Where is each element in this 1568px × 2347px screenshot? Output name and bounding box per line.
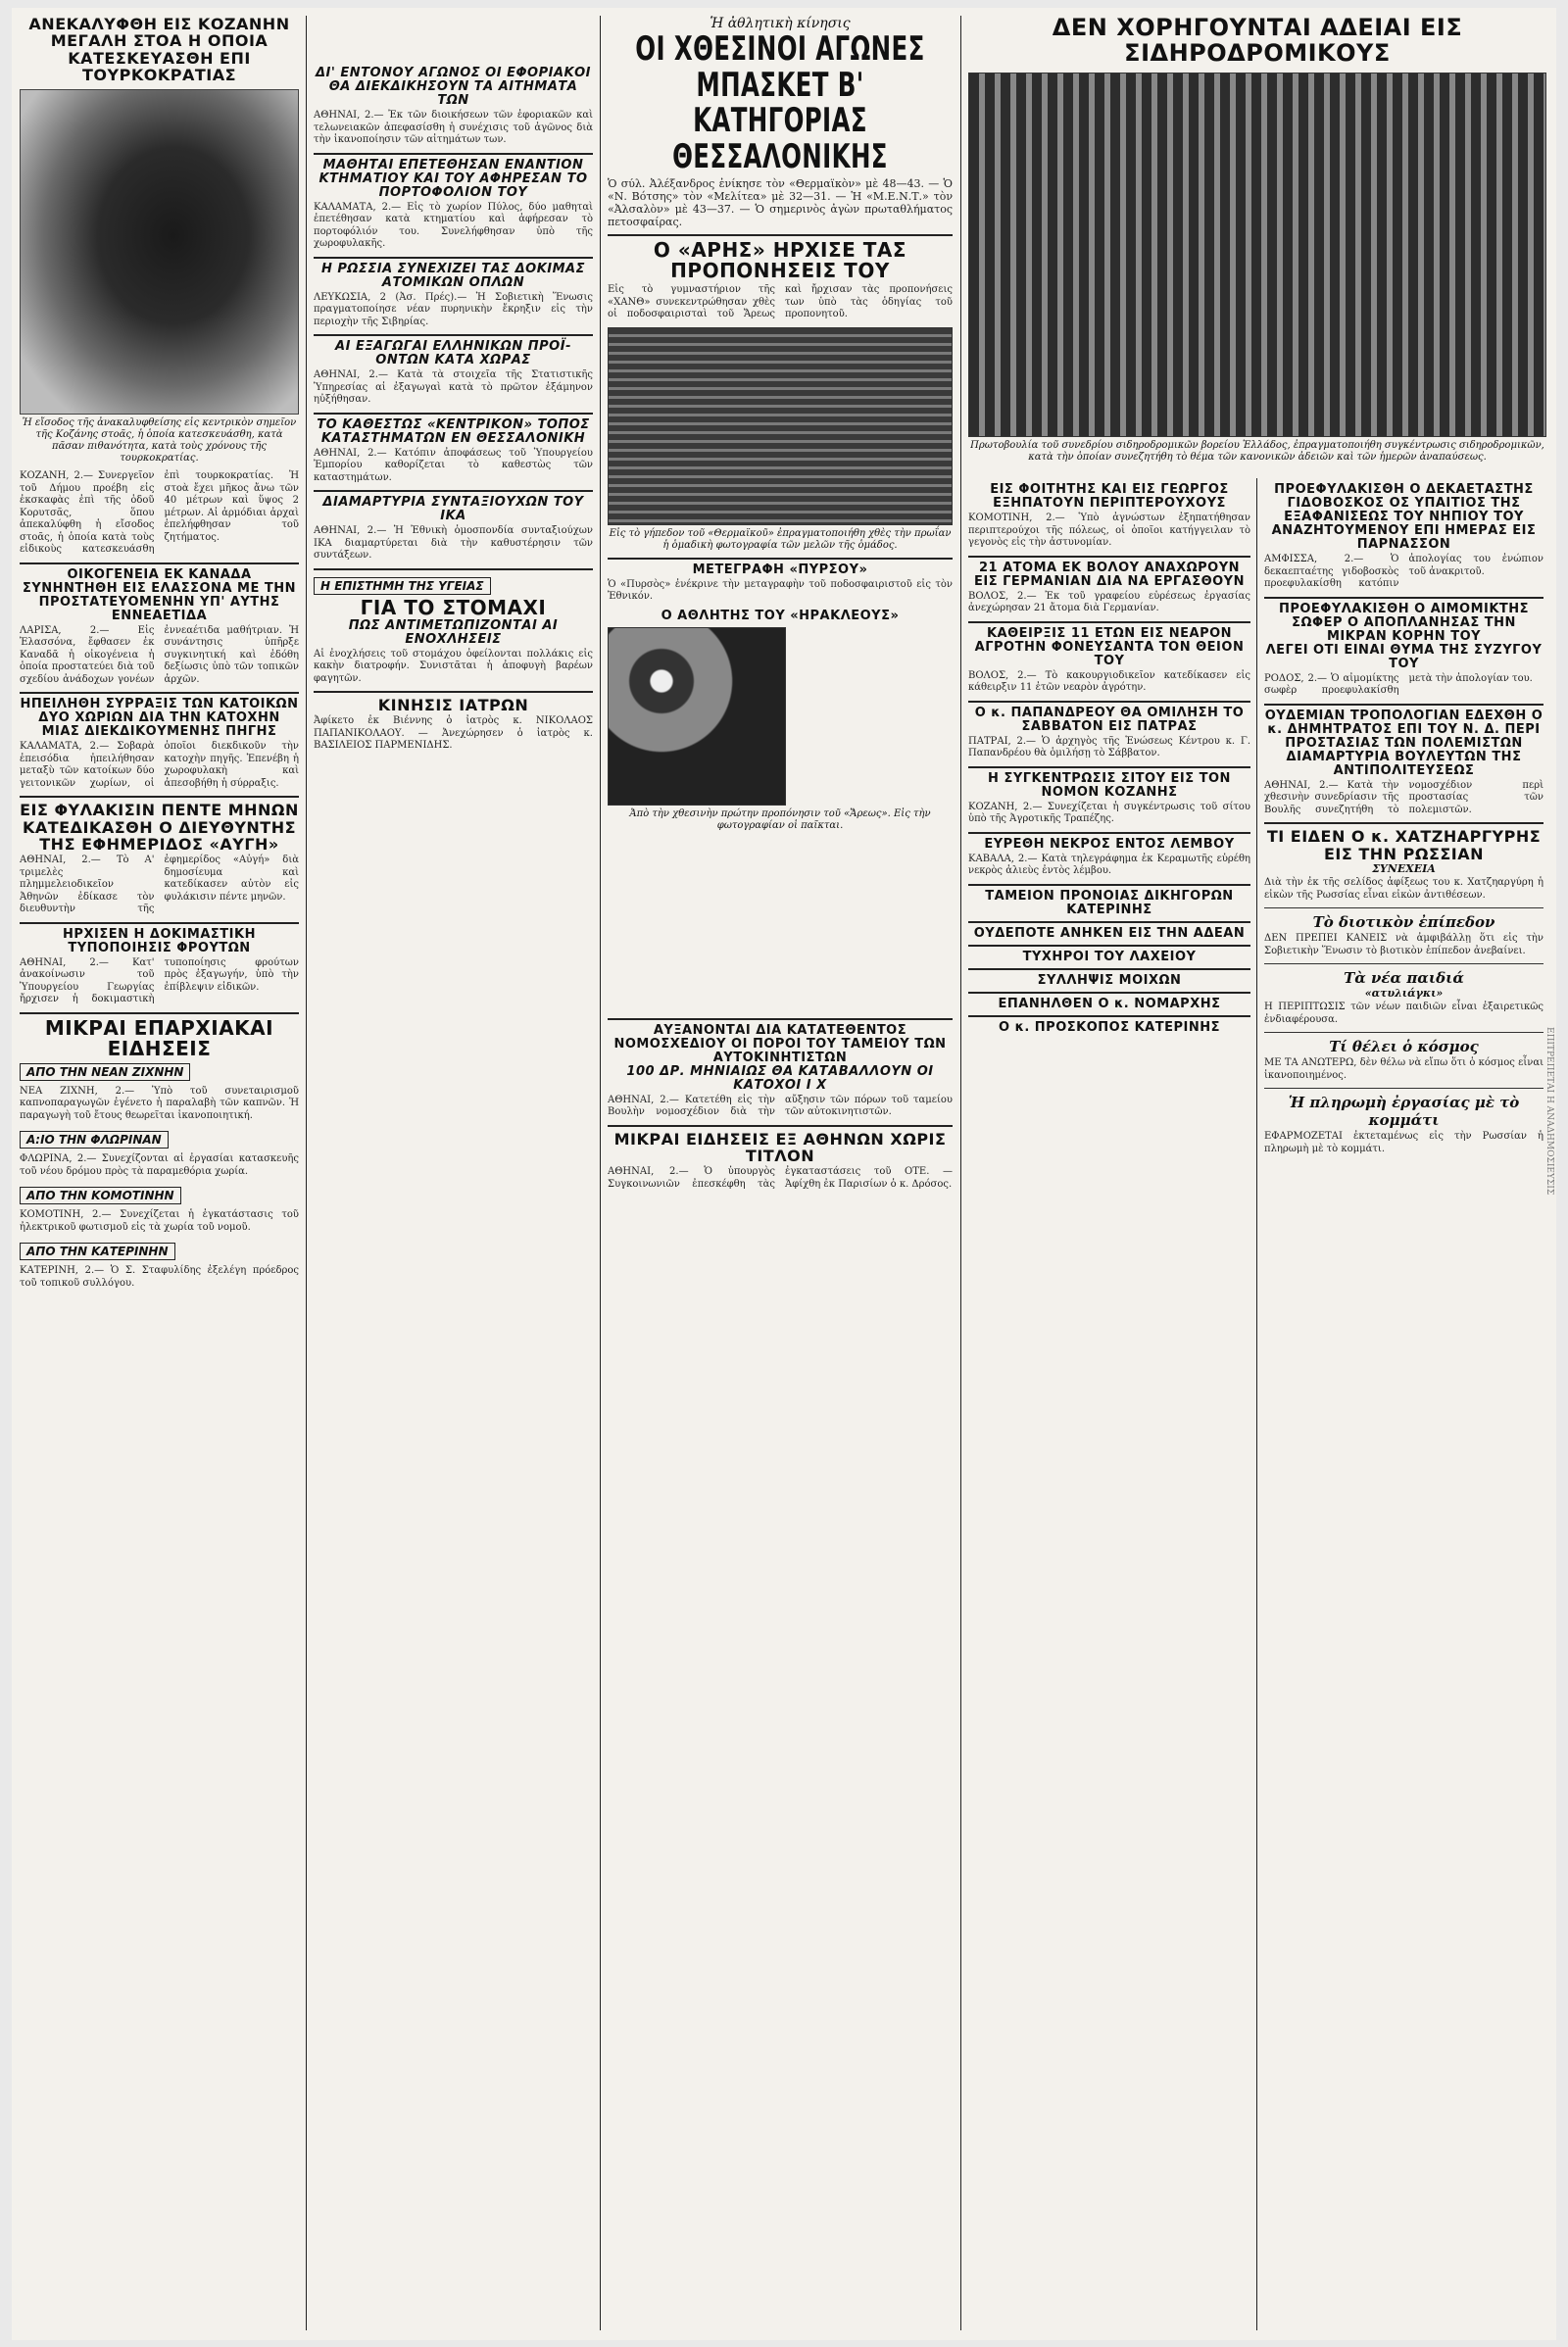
headline: ΕΙΣ ΦΟΙΤΗΤΗΣ ΚΑΙ ΕΙΣ ΓΕΩΡΓΟΣ ΕΞΗΠΑΤΟΥΝ ΠΕΡΙΠΤΕΡΟΥΧΟΥΣ xyxy=(990,483,1229,512)
article-text: ΑΘΗΝΑΙ, 2.— Τὸ Α' τριμελὲς πλημμελειοδικεῖον Ἀθηνῶν ἐδίκασε τὸν διευθυντὴν τῆς ἐφημερίδος «Αὐγή» διὰ δημοσίευμα καὶ κατεδίκασεν αὐτὸν εἰς φυλάκισιν πέντε μηνῶν. xyxy=(20,855,299,915)
article-text: ΜΕ ΤΑ ΑΝΩΤΕΡΩ, δὲν θέλω νὰ εἴπω ὅτι ὁ κόσμος εἶναι ἱκανοποιημένος. xyxy=(1264,1057,1544,1081)
column-3 xyxy=(608,16,953,2330)
article-text: ΑΘΗΝΑΙ, 2.— Ἐκ τῶν διοικήσεων τῶν ἐφοριακῶν καὶ τελωνειακῶν ἀπεφασίσθη ἡ συνέχισις τοῦ ἀγῶνος διὰ τὴν ἱκανοποίησιν τῶν αἰτημάτων των. xyxy=(314,110,593,146)
subheadline: 100 ΔΡ. ΜΗΝΙΑΙΩΣ ΘΑ ΚΑΤΑΒΑΛΛΟΥΝ ΟΙ ΚΑΤΟΧΟΙ Ι Χ xyxy=(626,1063,934,1093)
article-text: ΛΑΡΙΣΑ, 2.— Εἰς Ἐλασσόνα, ἔφθασεν ἐκ Καναδᾶ ἡ οἰκογένεια ἡ ὁποία προστατεύει διὰ τοῦ σχεδίου ἀνάδοχων γονέων ἐννεαέτιδα μαθήτριαν. Ἡ συνάντησις ὑπῆρξε συγκινητική καὶ ἐδόθη δεξίωσις ὑπὸ τῶν τοπικῶν ἀρχῶν. xyxy=(20,624,299,685)
headline: ΠΡΟΕΦΥΛΑΚΙΣΘΗ Ο ΔΕΚΑΕΤΑΣΤΗΣ ΓΙΔΟΒΟΣΚΟΣ ΟΣ ΥΠΑΙΤΙΟΣ ΤΗΣ ΕΞΑΦΑΝΙΣΕΩΣ ΤΟΥ ΝΗΠΙΟΥ ΤΟΥ ΑΝΑΖΗΤΟΥΜΕΝΟΥ ΕΠΙ ΗΜΕΡΑΣ ΕΙΣ ΠΑΡΝΑΣΣΟΝ xyxy=(1271,483,1537,553)
article-text: ΚΑΛΑΜΑΤΑ, 2.— Εἰς τὸ χωρίον Πύλος, δύο μαθηταὶ ἐπετέθησαν κατὰ κτηματίου καὶ ἀφήρεσαν τὸ πορτοφόλιόν του. Συνελήφθησαν ὑπὸ τῆς χωροφυλακῆς. xyxy=(314,201,593,250)
article-text: ΝΕΑ ΖΙΧΝΗ, 2.— Ὑπὸ τοῦ συνεταιρισμοῦ καπνοπαραγωγῶν ἐγένετο ἡ παραλαβὴ τῶν καπνῶν. Ἡ παραγωγὴ τοῦ ἔτους θεωρεῖται ἱκανοποιητική. xyxy=(20,1085,299,1121)
section-label: Η ΕΠΙΣΤΗΜΗ ΤΗΣ ΥΓΕΙΑΣ xyxy=(314,577,491,595)
article-text: ΑΘΗΝΑΙ, 2.— Κατὰ τὴν χθεσινὴν συνεδρίασιν τῆς Βουλῆς συνεζητήθη τὸ νομοσχέδιον περὶ προστασίας τῶν πολεμιστῶν. xyxy=(1264,779,1544,815)
headline: ΕΠΑΝΗΛΘΕΝ Ο κ. ΝΟΜΑΡΧΗΣ xyxy=(998,997,1221,1012)
headline: ΤΥΧΗΡΟΙ ΤΟΥ ΛΑΧΕΙΟΥ xyxy=(1022,949,1197,964)
side-margin-text: ΕΠΙΤΡΕΠΕΤΑΙ Η ΑΝΑΔΗΜΟΣΙΕΥΣΙΣ xyxy=(1544,1027,1554,1196)
team-photo xyxy=(608,327,953,525)
subhead: ΑΠΟ ΤΗΝ ΚΟΜΟΤΙΝΗΝ xyxy=(20,1187,181,1204)
headline: ΤΑΜΕΙΟΝ ΠΡΟΝΟΙΑΣ ΔΙΚΗΓΟΡΩΝ ΚΑΤΕΡΙΝΗΣ xyxy=(985,888,1234,917)
article-text: ΡΟΔΟΣ, 2.— Ὁ αἰμομίκτης σωφὲρ προεφυλακίσθη μετὰ τὴν ἀπολογίαν του. xyxy=(1264,672,1533,697)
subhead: ΑΠΟ ΤΗΝ ΝΕΑΝ ΖΙΧΝΗΝ xyxy=(20,1063,190,1081)
photo-caption: Εἰς τὸ γήπεδον τοῦ «Θερμαϊκοῦ» ἐπραγματοποιήθη χθὲς τὴν πρωΐαν ἡ ὁμαδικὴ φωτογραφία τῶν μελῶν τῆς ὁμάδος. xyxy=(609,527,952,551)
article-text: ΑΜΦΙΣΣΑ, 2.— Ὁ δεκαεπταέτης γιδοβοσκὸς προεφυλακίσθη κατόπιν ἀπολογίας του ἐνώπιον τοῦ ἀνακριτοῦ. xyxy=(1264,554,1544,590)
photo-caption: Πρωτοβουλία τοῦ συνεδρίου σιδηροδρομικῶν βορείου Ἑλλάδος, ἐπραγματοποιήθη συγκέντρωσις σιδηροδρομικῶν, κατὰ τὴν ὁποίαν συνεζητήθη τὸ θέμα τῶν κανονικῶν ἀδειῶν καὶ τῶν ἡμερῶν ἀναπαύσεως. xyxy=(970,439,1544,463)
subheadline: ΠΩΣ ΑΝΤΙΜΕΤΩΠΙΖΟΝΤΑΙ ΑΙ ΕΝΟΧΛΗΣΕΙΣ xyxy=(348,617,559,647)
article-text: ΑΘΗΝΑΙ, 2.— Ἡ Ἐθνικὴ ὁμοσπονδία συνταξιούχων ΙΚΑ διαμαρτύρεται διὰ τὴν καθυστέρησιν τῶν συντάξεων. xyxy=(314,525,593,562)
article-text: ΒΟΛΟΣ, 2.— Ἐκ τοῦ γραφείου εὑρέσεως ἐργασίας ἀνεχώρησαν 21 ἄτομα διὰ Γερμανίαν. xyxy=(968,590,1250,614)
article-text: Αἱ ἐνοχλήσεις τοῦ στομάχου ὀφείλονται πολλάκις εἰς κακὴν διατροφήν. Συνιστᾶται ἡ ἀποφυγὴ βαρέων φαγητῶν. xyxy=(314,648,593,684)
headline: Ο ΑΘΛΗΤΗΣ ΤΟΥ «ΗΡΑΚΛΕΟΥΣ» xyxy=(661,608,900,623)
headline: ΑΙ ΕΞΑΓΩΓΑΙ ΕΛΛΗΝΙΚΩΝ ΠΡΟΪ-ΟΝΤΩΝ ΚΑΤΑ ΧΩΡΑΣ xyxy=(335,339,571,368)
headline: 21 ΑΤΟΜΑ ΕΚ ΒΟΛΟΥ ΑΝΑΧΩΡΟΥΝ ΕΙΣ ΓΕΡΜΑΝΙΑΝ ΔΙΑ ΝΑ ΕΡΓΑΣΘΟΥΝ xyxy=(974,560,1245,589)
headline-aris: Ο «ΑΡΗΣ» ΗΡΧΙΣΕ ΤΑΣ ΠΡΟΠΟΝΗΣΕΙΣ ΤΟΥ xyxy=(653,237,907,283)
subhead: Α:ΙΟ ΤΗΝ ΦΛΩΡΙΝΑΝ xyxy=(20,1131,169,1149)
article-text: Διὰ τὴν ἐκ τῆς σελίδος ἀφίξεως του κ. Χατζηαργύρη ἡ εἰκὼν τῆς Ρωσσίας εἶναι εἰκὼν ἀντιθέσεων. xyxy=(1264,877,1544,901)
continued-label: ΣΥΝΕΧΕΙΑ xyxy=(1372,862,1436,875)
article-text: ΑΘΗΝΑΙ, 2.— Κατ' ἀνακοίνωσιν τοῦ Ὑπουργείου Γεωργίας ἤρχισεν ἡ δοκιμαστικὴ τυποποίησις φρούτων πρὸς ἐξαγωγήν, ὑπὸ τὴν ἐπίβλεψιν εἰδικῶν. xyxy=(20,956,299,1005)
column-rule xyxy=(960,16,961,2330)
subheadline: ΔΙΑΜΑΡΤΥΡΙΑ ΒΟΥΛΕΥΤΩΝ ΤΗΣ ΑΝΤΙΠΟΛΙΤΕΥΣΕΩΣ xyxy=(1286,749,1522,778)
subsection-title: Τὸ διοτικὸν ἐπίπεδον xyxy=(1312,913,1495,931)
article-text: Εἰς τὸ γυμναστήριον τῆς «ΧΑΝΘ» συνεκεντρώθησαν χθὲς οἱ ποδοσφαιρισταὶ τοῦ Ἄρεως καὶ ἤρχισαν τὰς προπονήσεις των ὑπὸ τὰς ὁδηγίας τοῦ προπονητοῦ. xyxy=(608,284,953,320)
newspaper-page xyxy=(12,8,1556,2340)
column-rule xyxy=(306,16,307,2330)
headline-cave: ΑΝΕΚΑΛΥΦΘΗ ΕΙΣ ΚΟΖΑΝΗΝ ΜΕΓΑΛΗ ΣΤΟΑ Η ΟΠΟΙΑ ΚΑΤΕΣΚΕΥΑΣΘΗ ΕΠΙ ΤΟΥΡΚΟΚΡΑΤΙΑΣ xyxy=(28,16,290,84)
headline: ΤΟ ΚΑΘΕΣΤΩΣ «ΚΕΝΤΡΙΚΟΝ» ΤΟΠΟΣ ΚΑΤΑΣΤΗΜΑΤΩΝ ΕΝ ΘΕΣΣΑΛΟΝΙΚΗ xyxy=(317,416,590,446)
headline: Η ΡΩΣΣΙΑ ΣΥΝΕΧΙΖΕΙ ΤΑΣ ΔΟΚΙΜΑΣ ΑΤΟΜΙΚΩΝ ΟΠΛΩΝ xyxy=(321,261,585,290)
headline: ΕΥΡΕΘΗ ΝΕΚΡΟΣ ΕΝΤΟΣ ΛΕΜΒΟΥ xyxy=(984,836,1235,852)
article-text: ΚΟΖΑΝΗ, 2.— Συνεργεῖον τοῦ Δήμου προέβη εἰς ἐκσκαφὰς ἐπὶ τῆς ὁδοῦ Κορυτσᾶς, ὅπου ἀπεκαλύφθη ἡ εἴσοδος στοᾶς, ἡ ὁποία κατὰ τοὺς εἰδικοὺς κατεσκευάσθη ἐπὶ τουρκοκρατίας. Ἡ στοὰ ἔχει μῆκος ἄνω τῶν 40 μέτρων καὶ ὕψος 2 μέτρων. Αἱ ἀρμόδιαι ἀρχαὶ ἐπελήφθησαν τοῦ ζητήματος. xyxy=(20,470,299,556)
headline: ΟΥΔΕΜΙΑΝ ΤΡΟΠΟΛΟΓΙΑΝ ΕΔΕΧΘΗ Ο κ. ΔΗΜΗΤΡΑΤΟΣ ΕΠΙ ΤΟΥ Ν. Δ. ΠΕΡΙ ΠΡΟΣΤΑΣΙΑΣ ΤΩΝ ΠΟΛΕΜΙΣΤΩΝ xyxy=(1264,708,1544,751)
column-rule xyxy=(600,16,601,2330)
article-text: ΚΑΒΑΛΑ, 2.— Κατὰ τηλεγράφημα ἐκ Κεραμωτῆς εὑρέθη νεκρὸς ἁλιεὺς ἐντὸς λέμβου. xyxy=(968,853,1250,877)
headline: ΔΙΑΜΑΡΤΥΡΙΑ ΣΥΝΤΑΞΙΟΥΧΩΝ ΤΟΥ ΙΚΑ xyxy=(322,495,584,524)
column-5 xyxy=(1264,483,1544,2330)
headline: ΜΑΘΗΤΑΙ ΕΠΕΤΕΘΗΣΑΝ ΕΝΑΝΤΙΟΝ ΚΤΗΜΑΤΙΟΥ ΚΑΙ ΤΟΥ ΑΦΗΡΕΣΑΝ ΤΟ ΠΟΡΤΟΦΟΛΙΟΝ ΤΟΥ xyxy=(318,157,588,200)
headline: ΤΙ ΕΙΔΕΝ Ο κ. ΧΑΤΖΗΑΡΓΥΡΗΣ ΕΙΣ ΤΗΝ ΡΩΣΣΙΑΝ xyxy=(1266,827,1542,863)
article-text: ΠΑΤΡΑΙ, 2.— Ὁ ἀρχηγὸς τῆς Ἑνώσεως Κέντρου κ. Γ. Παπανδρέου θὰ ὁμιλήσῃ τὸ Σάββατον. xyxy=(968,735,1250,759)
article-text: ΚΟΖΑΝΗ, 2.— Συνεχίζεται ἡ συγκέντρωσις τοῦ σίτου ὑπὸ τῆς Ἀγροτικῆς Τραπέζης. xyxy=(968,801,1250,825)
headline: Η ΣΥΓΚΕΝΤΡΩΣΙΣ ΣΙΤΟΥ ΕΙΣ ΤΟΝ ΝΟΜΟΝ ΚΟΖΑΝΗΣ xyxy=(988,770,1231,800)
photo-caption: Ἡ εἴσοδος τῆς ἀνακαλυφθείσης εἰς κεντρικὸν σημεῖον τῆς Κοζάνης στοᾶς, ἡ ὁποία κατεσκευάσθη, κατὰ πᾶσαν πιθανότητα, κατὰ τοὺς χρόνους τῆς τουρκοκρατίας. xyxy=(22,417,297,465)
training-photo xyxy=(608,627,786,806)
article-text: ΚΑΛΑΜΑΤΑ, 2.— Σοβαρὰ ἐπεισόδια ἠπειλήθησαν μεταξὺ τῶν κατοίκων δύο γειτονικῶν χωρίων, οἱ ὁποῖοι διεκδικοῦν τὴν κατοχὴν πηγῆς. Ἐπενέβη ἡ χωροφυλακὴ καὶ ἀπεσοβήθη ἡ σύρραξις. xyxy=(20,741,299,789)
subsection-title: Τί θέλει ὁ κόσμος xyxy=(1329,1038,1479,1055)
headline: ΠΡΟΕΦΥΛΑΚΙΣΘΗ Ο ΑΙΜΟΜΙΚΤΗΣ ΣΩΦΕΡ Ο ΑΠΟΠΛΑΝΗΣΑΣ ΤΗΝ ΜΙΚΡΑΝ ΚΟΡΗΝ ΤΟΥ xyxy=(1278,601,1530,644)
headline: ΣΥΛΛΗΨΙΣ ΜΟΙΧΩΝ xyxy=(1037,973,1182,988)
top-right-story xyxy=(968,16,1546,476)
article-text: ΔΕΝ ΠΡΕΠΕΙ ΚΑΝΕΙΣ νὰ ἀμφιβάλλῃ ὅτι εἰς τὴν Σοβιετικὴν Ἕνωσιν τὸ βιοτικὸν ἐπίπεδον ἀνεβαίνει. xyxy=(1264,933,1544,956)
article-text: Ἀφίκετο ἐκ Βιέννης ὁ ἰατρὸς κ. ΝΙΚΟΛΑΟΣ ΠΑΠΑΝΙΚΟΛΑΟΥ. — Ἀνεχώρησεν ὁ ἰατρὸς κ. ΒΑΣΙΛΕΙΟΣ ΠΑΡΜΕΝΙΔΗΣ. xyxy=(314,715,593,752)
article-text: ΛΕΥΚΩΣΙΑ, 2 (Ἀσ. Πρές).— Ἡ Σοβιετικὴ Ἕνωσις πραγματοποίησε νέαν πυρηνικὴν ἔκρηξιν εἰς τὴν περιοχὴν τῆς Σιβηρίας. xyxy=(314,291,593,327)
article-text: ΚΟΜΟΤΙΝΗ, 2.— Συνεχίζεται ἡ ἐγκατάστασις τοῦ ἠλεκτρικοῦ φωτισμοῦ εἰς τὰ χωρία τοῦ νομοῦ. xyxy=(20,1209,299,1233)
column-2 xyxy=(314,67,593,2330)
headline-basketball: ΟΙ ΧΘΕΣΙΝΟΙ ΑΓΩΝΕΣ ΜΠΑΣΚΕΤ Β' ΚΑΤΗΓΟΡΙΑΣ ΘΕΣΣΑΛΟΝΙΚΗΣ xyxy=(635,29,925,177)
subhead: ΑΠΟ ΤΗΝ ΚΑΤΕΡΙΝΗΝ xyxy=(20,1243,175,1260)
article-text: ΑΘΗΝΑΙ, 2.— Κατετέθη εἰς τὴν Βουλὴν νομοσχέδιον διὰ τὴν αὔξησιν τῶν πόρων τοῦ ταμείου τῶν αὐτοκινητιστῶν. xyxy=(608,1094,953,1118)
headline: ΚΙΝΗΣΙΣ ΙΑΤΡΩΝ xyxy=(377,696,529,715)
article-text: ΦΛΩΡΙΝΑ, 2.— Συνεχίζονται αἱ ἐργασίαι κατασκευῆς τοῦ νέου δρόμου πρὸς τὰ παραμεθόρια χωρία. xyxy=(20,1153,299,1177)
headline-railway: ΔΕΝ ΧΟΡΗΓΟΥΝΤΑΙ ΑΔΕΙΑΙ ΕΙΣ ΣΙΔΗΡΟΔΡΟΜΙΚΟΥΣ xyxy=(1052,16,1463,67)
subsection-title: Ἡ πληρωμὴ ἐργασίας μὲ τὸ κομμάτι xyxy=(1288,1094,1520,1129)
column-rule xyxy=(1256,478,1257,2330)
headline: ΗΡΧΙΣΕΝ Η ΔΟΚΙΜΑΣΤΙΚΗ ΤΥΠΟΠΟΙΗΣΙΣ ΦΡΟΥΤΩΝ xyxy=(63,926,256,955)
headline: ΕΙΣ ΦΥΛΑΚΙΣΙΝ ΠΕΝΤΕ ΜΗΝΩΝ ΚΑΤΕΔΙΚΑΣΘΗ Ο ΔΙΕΥΘΥΝΤΗΣ ΤΗΣ ΕΦΗΜΕΡΙΔΟΣ «ΑΥΓΗ» xyxy=(20,801,299,854)
headline: ΑΥΞΑΝΟΝΤΑΙ ΔΙΑ ΚΑΤΑΤΕΘΕΝΤΟΣ ΝΟΜΟΣΧΕΔΙΟΥ ΟΙ ΠΟΡΟΙ ΤΟΥ ΤΑΜΕΙΟΥ ΤΩΝ ΑΥΤΟΚΙΝΗΤΙΣΤΩΝ xyxy=(613,1022,947,1065)
headline: ΚΑΘΕΙΡΞΙΣ 11 ΕΤΩΝ ΕΙΣ ΝΕΑΡΟΝ ΑΓΡΟΤΗΝ ΦΟΝΕΥΣΑΝΤΑ ΤΟΝ ΘΕΙΟΝ ΤΟΥ xyxy=(974,625,1245,668)
article-text: ΚΑΤΕΡΙΝΗ, 2.— Ὁ Σ. Σταφυλίδης ἐξελέγη πρόεδρος τοῦ τοπικοῦ συλλόγου. xyxy=(20,1265,299,1289)
headline: ΔΙ' ΕΝΤΟΝΟΥ ΑΓΩΝΟΣ ΟΙ ΕΦΟΡΙΑΚΟΙ ΘΑ ΔΙΕΚΔΙΚΗΣΟΥΝ ΤΑ ΑΙΤΗΜΑΤΑ ΤΩΝ xyxy=(316,67,591,109)
article-text: ΑΘΗΝΑΙ, 2.— Κατόπιν ἀποφάσεως τοῦ Ὑπουργείου Ἐμπορίου καθορίζεται τὸ καθεστὼς τῶν καταστημάτων. xyxy=(314,447,593,483)
column-1 xyxy=(20,16,299,2330)
article-text: Ὁ «Πυρσὸς» ἐνέκρινε τὴν μεταγραφὴν τοῦ ποδοσφαιριστοῦ εἰς τὸν Ἐθνικόν. xyxy=(608,578,953,603)
column-4 xyxy=(968,483,1250,2330)
headline: ΟΙΚΟΓΕΝΕΙΑ ΕΚ ΚΑΝΑΔΑ ΣΥΝΗΝΤΗΘΗ ΕΙΣ ΕΛΑΣΣΟΝΑ ΜΕ ΤΗΝ ΠΡΟΣΤΑΤΕΥΟΜΕΝΗΝ ΥΠ' ΑΥΤΗΣ ΕΝΝΕΑΕΤΙΔΑ xyxy=(22,566,296,623)
headline: ΜΙΚΡΑΙ ΕΠΑΡΧΙΑΚΑΙ ΕΙΔΗΣΕΙΣ xyxy=(44,1015,274,1061)
headline: Ο κ. ΠΡΟΣΚΟΠΟΣ ΚΑΤΕΡΙΝΗΣ xyxy=(999,1020,1220,1036)
article-text: ΑΘΗΝΑΙ, 2.— Ὁ ὑπουργὸς Συγκοινωνιῶν ἐπεσκέφθη τὰς ἐγκαταστάσεις τοῦ ΟΤΕ. — Ἀφίχθη ἐκ Παρισίων ὁ κ. Δρόσος. xyxy=(608,1166,953,1190)
subheadline: ΛΕΓΕΙ ΟΤΙ ΕΙΝΑΙ ΘΥΜΑ ΤΗΣ ΣΥΖΥΓΟΥ ΤΟΥ xyxy=(1265,642,1543,671)
headline: ΗΠΕΙΛΗΘΗ ΣΥΡΡΑΞΙΣ ΤΩΝ ΚΑΤΟΙΚΩΝ ΔΥΟ ΧΩΡΙΩΝ ΔΙΑ ΤΗΝ ΚΑΤΟΧΗΝ ΜΙΑΣ ΔΙΕΚΔΙΚΟΥΜΕΝΗΣ ΠΗΓΗΣ xyxy=(20,697,299,740)
article-text: Ὁ σύλ. Ἀλέξανδρος ἐνίκησε τὸν «Θερμαϊκὸν» μὲ 48—43. — Ὁ «Ν. Βότσης» τὸν «Μελίτεα» μὲ 32—31. — Ἡ «Μ.Ε.Ν.Τ.» τὸν «Ἀλσαλὸν» μὲ 43—37. — Ὁ σημερινὸς ἀγὼν πρωταθλήματος πετοσφαίρας. xyxy=(608,176,953,228)
headline: ΓΙΑ ΤΟ ΣΤΟΜΑΧΙ xyxy=(360,595,547,619)
cave-photo xyxy=(20,89,299,415)
article-text: ΚΟΜΟΤΙΝΗ, 2.— Ὑπὸ ἀγνώστων ἐξηπατήθησαν περιπτερούχοι τῆς πόλεως, οἱ ὁποῖοι κατήγγειλαν τὸ γεγονὸς εἰς τὴν ἀστυνομίαν. xyxy=(968,513,1250,549)
subsection-subtitle: «ατυλιάγκι» xyxy=(1364,987,1444,1000)
article-text: ΕΦΑΡΜΟΖΕΤΑΙ ἐκτεταμένως εἰς τὴν Ρωσσίαν ἡ πληρωμὴ μὲ τὸ κομμάτι. xyxy=(1264,1131,1544,1154)
headline: ΜΕΤΕΓΡΑΦΗ «ΠΥΡΣΟΥ» xyxy=(692,562,868,577)
headline: Ο κ. ΠΑΠΑΝΔΡΕΟΥ ΘΑ ΟΜΙΛΗΣΗ ΤΟ ΣΑΒΒΑΤΟΝ ΕΙΣ ΠΑΤΡΑΣ xyxy=(974,705,1245,734)
photo-caption: Ἀπὸ τὴν χθεσινὴν πρώτην προπόνησιν τοῦ «Ἄρεως». Εἰς τὴν φωτογραφίαν οἱ παῖκται. xyxy=(629,807,931,831)
article-text: ΒΟΛΟΣ, 2.— Τὸ κακουργιοδικεῖον κατεδίκασεν εἰς κάθειρξιν 11 ἐτῶν νεαρὸν ἀγρότην. xyxy=(968,669,1250,694)
article-text: Η ΠΕΡΙΠΤΩΣΙΣ τῶν νέων παιδιῶν εἶναι ἐξαιρετικῶς ἐνδιαφέρουσα. xyxy=(1264,1002,1544,1025)
article-text: ΑΘΗΝΑΙ, 2.— Κατὰ τὰ στοιχεῖα τῆς Στατιστικῆς Ὑπηρεσίας αἱ ἐξαγωγαὶ κατὰ τὸ πρῶτον ἑξάμηνον ηὐξήθησαν. xyxy=(314,369,593,406)
headline: ΟΥΔΕΠΟΤΕ ΑΝΗΚΕΝ ΕΙΣ ΤΗΝ ΑΔΕΑΝ xyxy=(973,925,1246,941)
headline: ΜΙΚΡΑΙ ΕΙΔΗΣΕΙΣ ΕΞ ΑΘΗΝΩΝ ΧΩΡΙΣ ΤΙΤΛΟΝ xyxy=(613,1129,947,1166)
section-kicker: Ἡ ἀθλητικὴ κίνησις xyxy=(710,16,851,31)
railway-meeting-photo xyxy=(968,73,1546,437)
subsection-title: Τὰ νέα παιδιά xyxy=(1344,969,1464,987)
